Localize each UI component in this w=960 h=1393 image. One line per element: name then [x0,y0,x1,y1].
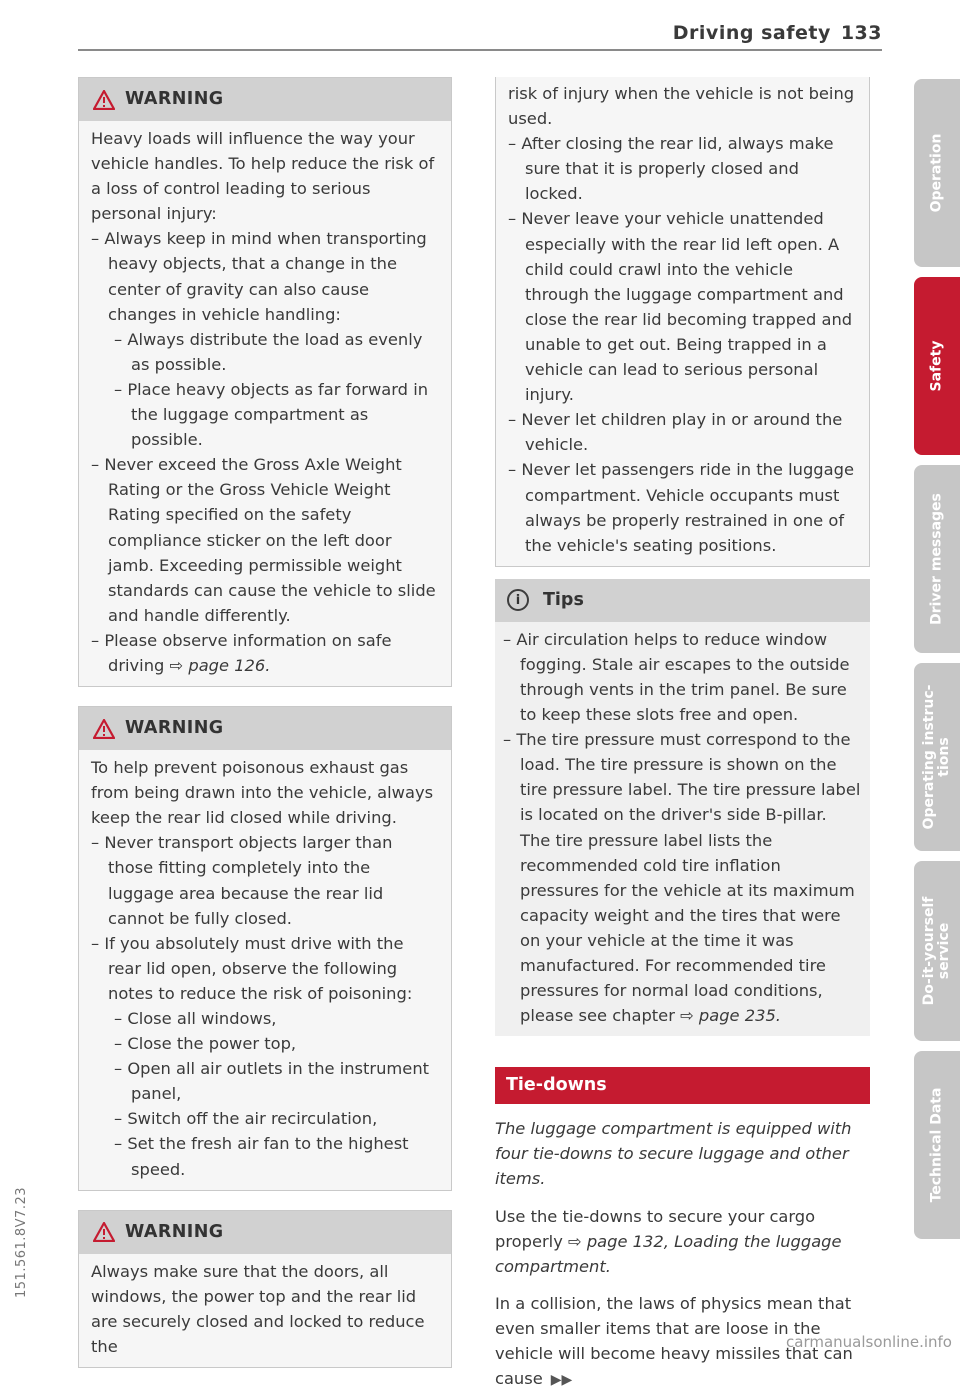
page-reference-link[interactable]: ⇨ page 235. [680,1006,781,1026]
tab-operation[interactable]: Operation [914,79,960,267]
sub-bullet: – Place heavy objects as far forward in the luggage compartment as possible. [114,379,429,450]
warning-header [79,1211,451,1254]
tab-driver-messages[interactable]: Driver messages [914,465,960,653]
bullet: – Never leave your vehicle unattended especially with the rear lid left open. A child could crawl into the vehicle through the luggage compartment and close the rear lid becoming trapped and unable to get out. Being trapped in a vehicle can lead to serious personal injury. [508,209,853,405]
tab-do-it-yourself-service[interactable]: Do-it-yourself service [914,861,960,1041]
tips-body [495,622,870,1037]
bullet: – If you absolutely must drive with the rear lid open, observe the following notes to reduce the risk of poisoning: [91,933,413,1003]
warning-title: WARNING [125,718,224,739]
section-intro: The luggage compartment is equipped with four tie-downs to secure luggage and other items. [495,1119,852,1189]
page-number: 133 [840,22,882,44]
body-paragraph: Use the tie-downs to secure your cargo properly ⇨ page 132, Loading the luggage compartment. [495,1206,842,1276]
warning-intro: To help prevent poisonous exhaust gas from being drawn into the vehicle, always keep the rear lid closed while driving. [91,758,434,828]
sub-bullet: – Close all windows, [114,1009,277,1028]
continue-arrow-icon: ▶▶ [550,1372,573,1389]
left-column [78,77,452,1368]
warning-body [79,1254,451,1367]
page-reference-link[interactable]: ⇨ page 132, Loading the luggage compartment. [495,1231,842,1276]
tips-header [495,579,870,622]
warning-intro: Heavy loads will influence the way your vehicle handles. To help reduce the risk of a loss of control leading to serious personal injury: [91,129,435,224]
tab-safety[interactable]: Safety [914,277,960,455]
warning-body [79,750,451,1190]
info-icon: i [507,589,529,611]
tab-technical-data[interactable]: Technical Data [914,1051,960,1239]
bullet: – Never let children play in or around the vehicle. [508,410,843,455]
section-heading-tie-downs: Tie-downs [495,1067,870,1104]
bullet: – Never transport objects larger than those fitting completely into the luggage area because the rear lid cannot be fully closed. [91,833,393,928]
header-rule [78,49,882,51]
warning-box-load [78,77,452,687]
sub-bullet: – Close the power top, [114,1034,297,1054]
warning-triangle-icon [93,1222,115,1242]
warning-title: WARNING [125,1221,224,1242]
warning-continued-text: risk of injury when the vehicle is not being used. [508,84,855,129]
warning-title: WARNING [125,88,224,109]
bullet: – Never let passengers ride in the luggage compartment. Vehicle occupants must always be properly restrained in one of the vehicle's seating positions. [508,460,854,555]
bullet: – Never exceed the Gross Axle Weight Rating or the Gross Vehicle Weight Rating specified on the safety compliance sticker on the left door jamb. Exceeding permissible weight standards can cause the vehicle to slide and handle differently. [91,455,436,625]
bullet: – After closing the rear lid, always make sure that it is properly closed and locked. [508,134,834,204]
page-reference-link[interactable]: ⇨ page 126. [169,655,271,675]
sub-bullet: – Open all air outlets in the instrument panel, [114,1059,430,1104]
warning-header [79,78,451,121]
warning-body [496,77,869,566]
tips-title: Tips [543,589,584,610]
body-paragraph: In a collision, the laws of physics mean that even smaller items that are loose in the vehicle will become heavy missiles that can cause ▶▶ [495,1293,853,1389]
warning-box-closing [78,1210,452,1368]
bullet: – Air circulation helps to reduce window fogging. Stale air escapes to the outside through vents in the trim panel. Be sure to keep these slots free and open. [503,629,850,725]
tab-operating-instructions[interactable]: Operating instruc- tions [914,663,960,851]
sub-bullet: – Switch off the air recirculation, [114,1109,378,1129]
warning-box-closing-continued [495,77,870,567]
page-header [673,22,882,44]
bullet: – Please observe information on safe driving ⇨ page 126. [91,630,392,675]
bullet: – Always keep in mind when transporting heavy objects, that a change in the center of gravity can also cause changes in vehicle handling: [91,229,427,324]
tips-box [495,579,870,1037]
bullet: – The tire pressure must correspond to the load. The tire pressure is shown on the tire pressure label. The tire pressure label is located on the driver's side B-pillar. The tire pressure label lists the recommended cold tire inflation pressures for the vehicle at its maximum capacity weight and the tires that were on your vehicle at the time it was manufactured. For recommended tire pressures for normal load conditions, please see chapter ⇨ page 235. [503,730,861,1026]
warning-header [79,707,451,750]
sub-bullet: – Always distribute the load as evenly as possible. [114,329,423,374]
section-title: Driving safety [672,22,831,44]
right-column [495,77,870,1393]
warning-intro: Always make sure that the doors, all windows, the power top and the rear lid are securely closed and locked to reduce the [91,1261,425,1356]
chapter-tabs [914,79,960,1249]
warning-box-exhaust [78,706,452,1191]
document-code: 151.561.8V7.23 [14,1187,29,1298]
sub-bullet: – Set the fresh air fan to the highest speed. [114,1134,409,1179]
warning-triangle-icon [93,90,115,110]
watermark: carmanualsonline.info [786,1333,952,1351]
warning-triangle-icon [93,719,115,739]
warning-body [79,121,451,686]
